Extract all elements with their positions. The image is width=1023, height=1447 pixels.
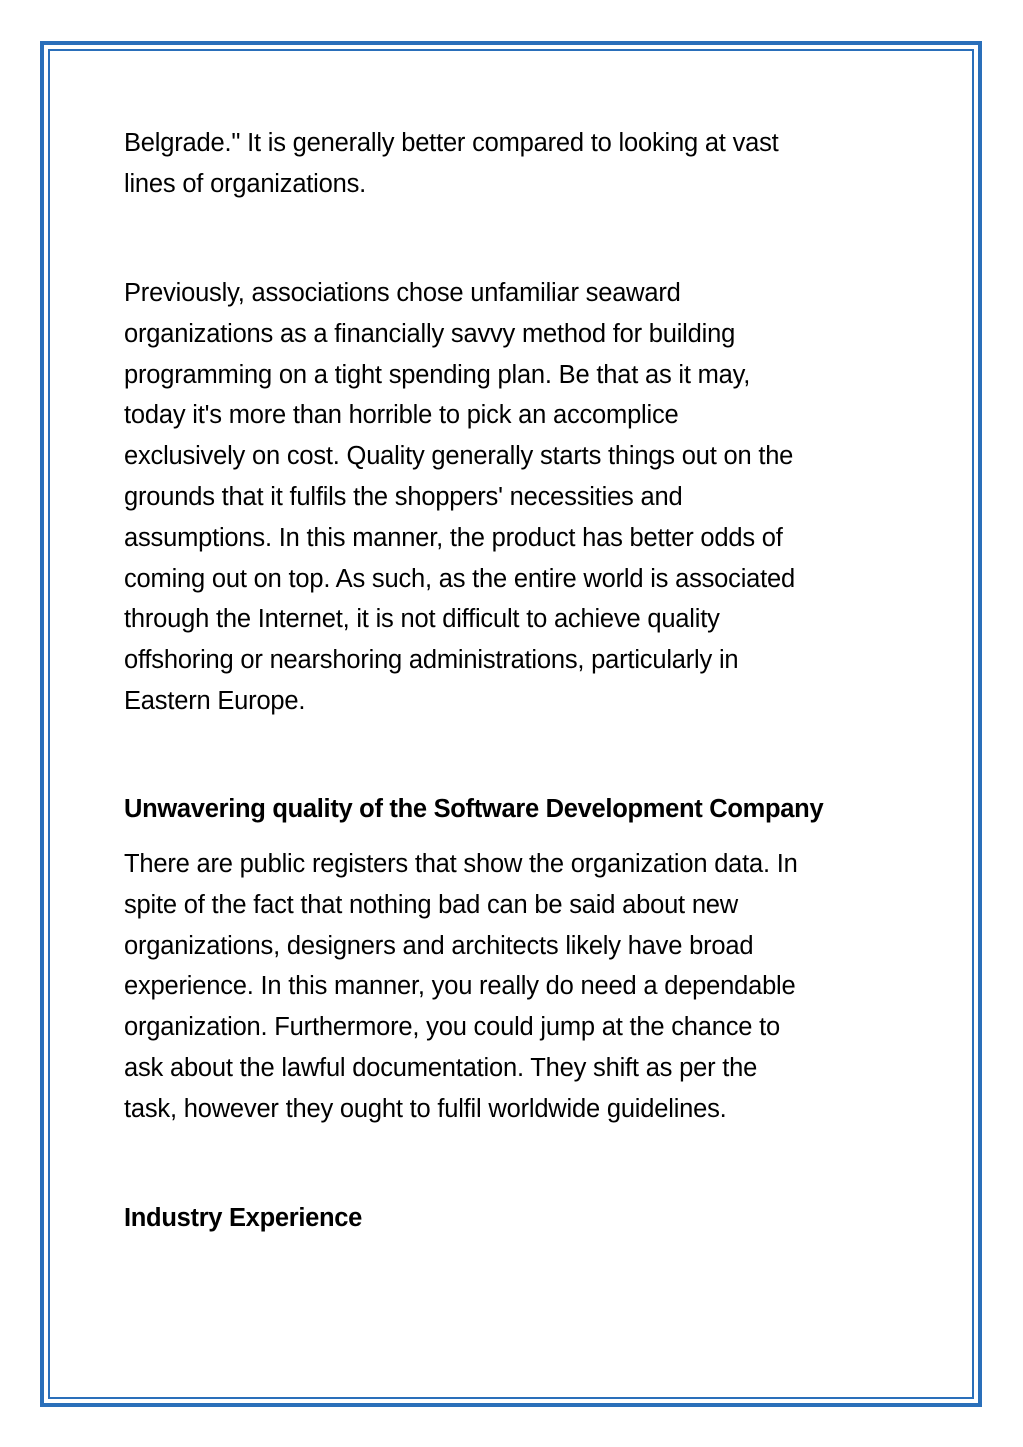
paragraph-registers: There are public registers that show the organization data. In spite of the fact that nothing bad can be said about new organizations, designers and architects likely have broad experience. In this manner, you really do need a dependable organization. Furthermore, you could jump at the chance to ask about the lawful documentation. They shift as per the task, however they ought to fulfil worldwide guidelines. [124, 850, 798, 1123]
paragraph-offshoring: Previously, associations chose unfamiliar seaward organizations as a financially savvy method for building programming on a tight spending plan. Be that as it may, today it's more than horrible to pick an accomplice exclusively on cost. Quality generally starts things out on the grounds that it fulfils the shoppers' necessities and assumptions. In this manner, the product has better odds of coming out on top. As such, as the entire world is associated through the Internet, it is not difficult to achieve quality offshoring or nearshoring administrations, particularly in Eastern Europe. [124, 279, 796, 715]
paragraph-intro: Belgrade." It is generally better compared to looking at vast lines of organizations. [124, 129, 779, 198]
section-heading-quality: Unwavering quality of the Software Development Company [124, 795, 824, 823]
page-border-inner [48, 49, 974, 1399]
section-heading-industry: Industry Experience [124, 1204, 363, 1232]
